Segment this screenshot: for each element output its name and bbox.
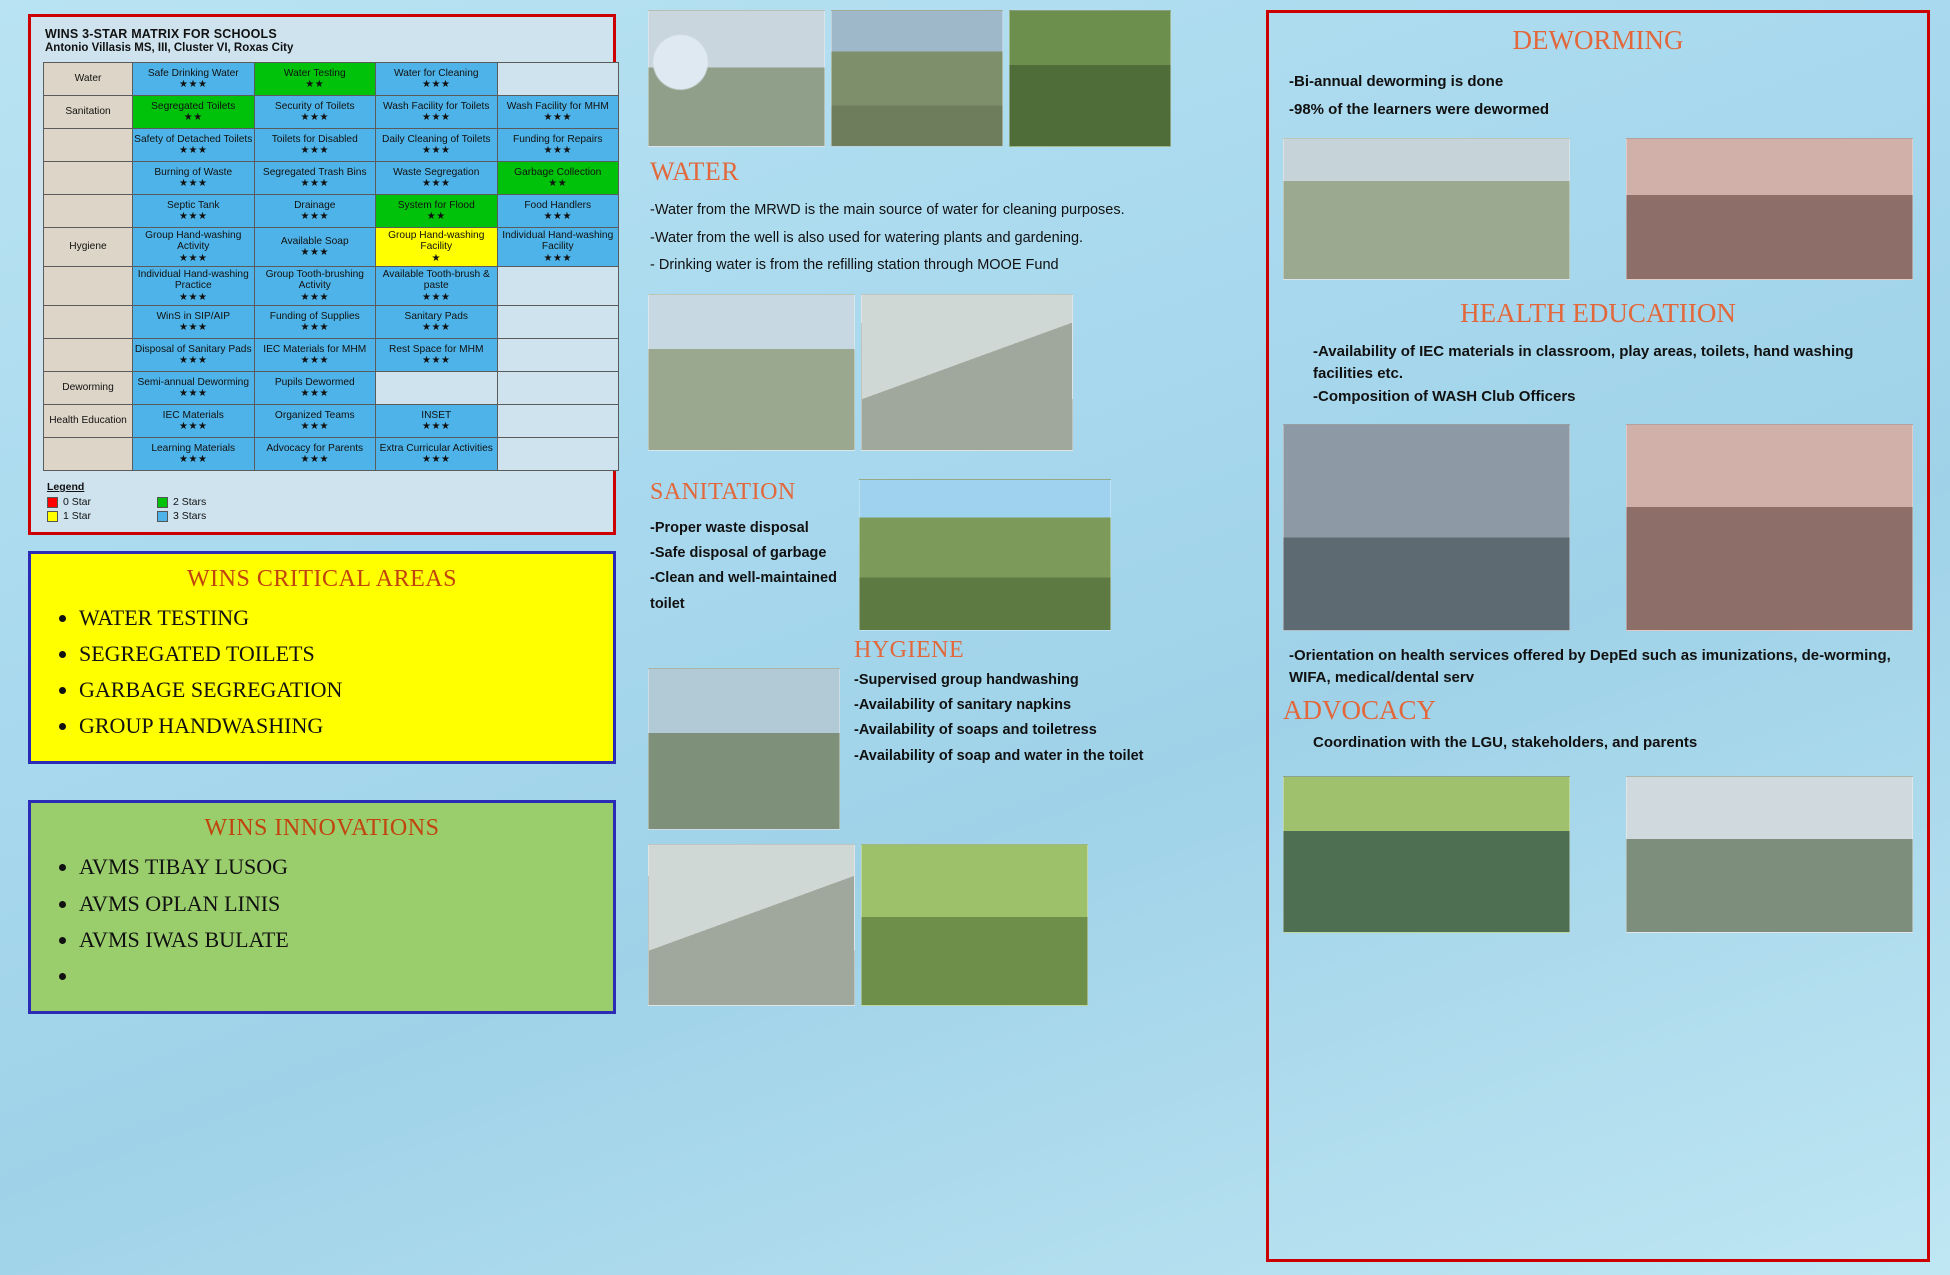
matrix-cell-stars: ★★★ xyxy=(422,79,451,91)
matrix-cell-stars: ★★★ xyxy=(422,291,451,303)
matrix-cell-label: Garbage Collection xyxy=(514,166,602,178)
middle-column xyxy=(640,0,1260,1275)
matrix-row-head: Hygiene xyxy=(44,228,133,267)
matrix-cell xyxy=(376,372,498,405)
matrix-cell-label: Disposal of Sanitary Pads xyxy=(134,343,252,355)
list-item: • AVMS IWAS BULATE xyxy=(79,923,603,957)
innovations-title: WINS INNOVATIONS xyxy=(204,815,440,842)
list-item: • AVMS TIBAY LUSOG xyxy=(79,850,603,884)
matrix-cell-stars: ★★★ xyxy=(179,291,208,303)
matrix-cell-stars: ★★★ xyxy=(422,454,451,466)
water-tank-school-photo xyxy=(1009,10,1171,147)
matrix-cell xyxy=(497,129,619,162)
matrix-cell xyxy=(376,339,498,372)
matrix-cell xyxy=(254,96,376,129)
matrix-cell-label: Organized Teams xyxy=(274,409,355,421)
matrix-cell-stars: ★★ xyxy=(548,178,568,190)
legend-swatch-icon xyxy=(157,497,168,508)
matrix-cell-label: Sanitary Pads xyxy=(404,310,468,322)
teacher-soap-distribution-photo xyxy=(648,844,855,1006)
matrix-cell xyxy=(133,339,255,372)
matrix-cell xyxy=(133,195,255,228)
health-education-heading: HEALTH EDUCATIION xyxy=(1460,297,1736,328)
matrix-cell-label: Semi-annual Deworming xyxy=(137,376,250,388)
matrix-cell xyxy=(376,405,498,438)
wins-matrix-panel xyxy=(28,14,616,535)
matrix-cell-stars: ★★★ xyxy=(543,252,572,264)
matrix-cell-stars: ★★★ xyxy=(179,252,208,264)
matrix-row xyxy=(44,96,619,129)
matrix-cell xyxy=(254,162,376,195)
matrix-cell xyxy=(254,372,376,405)
matrix-cell xyxy=(376,438,498,471)
matrix-cell xyxy=(254,228,376,267)
hygiene-line-2: -Availability of sanitary napkins xyxy=(854,697,1072,714)
legend-swatch-icon xyxy=(47,497,58,508)
matrix-cell-label: System for Flood xyxy=(397,199,475,211)
matrix-cell xyxy=(376,267,498,306)
matrix-cell-label: Security of Toilets xyxy=(274,100,355,112)
matrix-row-head xyxy=(44,267,133,306)
matrix-cell-label: Available Tooth-brush & paste xyxy=(382,269,490,292)
matrix-row xyxy=(44,228,619,267)
water-line-2: -Water from the well is also used for watering plants and gardening. xyxy=(650,229,1084,246)
innovations-panel xyxy=(28,800,616,1013)
matrix-row-head: Health Education xyxy=(44,405,133,438)
matrix-row-head xyxy=(44,162,133,195)
matrix-row xyxy=(44,63,619,96)
matrix-row xyxy=(44,405,619,438)
matrix-cell-label: Food Handlers xyxy=(524,199,592,211)
matrix-cell-stars: ★★★ xyxy=(300,454,329,466)
legend-swatch-icon xyxy=(47,511,58,522)
deworming-line-2: -98% of the learners were dewormed xyxy=(1289,100,1550,118)
matrix-row-head xyxy=(44,438,133,471)
matrix-cell-label: Individual Hand-washing Practice xyxy=(137,269,249,292)
matrix-cell-label: Advocacy for Parents xyxy=(266,442,364,454)
list-item: • SEGREGATED TOILETS xyxy=(79,637,603,671)
classroom-projector-photo xyxy=(1283,424,1570,631)
matrix-cell-stars: ★★★ xyxy=(179,355,208,367)
matrix-legend xyxy=(47,481,603,522)
matrix-cell-stars: ★★★ xyxy=(179,79,208,91)
matrix-cell-label: Daily Cleaning of Toilets xyxy=(381,133,491,145)
matrix-cell-stars: ★★★ xyxy=(300,421,329,433)
legend-item xyxy=(47,496,157,508)
matrix-cell xyxy=(254,438,376,471)
health-education-text-block xyxy=(1313,341,1913,409)
matrix-cell xyxy=(254,405,376,438)
hygiene-text-block xyxy=(854,668,1144,770)
matrix-cell xyxy=(376,228,498,267)
wins-matrix-table xyxy=(43,62,619,471)
matrix-cell xyxy=(497,339,619,372)
matrix-cell-stars: ★★★ xyxy=(422,178,451,190)
matrix-cell-label: Drainage xyxy=(294,199,336,211)
matrix-row xyxy=(44,438,619,471)
matrix-cell xyxy=(497,438,619,471)
matrix-cell-stars: ★★ xyxy=(305,79,325,91)
handwashing-basin-photo xyxy=(861,294,1073,451)
matrix-cell-stars: ★★★ xyxy=(300,211,329,223)
matrix-row xyxy=(44,195,619,228)
water-dispenser-girl-photo xyxy=(648,10,825,147)
water-line-3: - Drinking water is from the refilling station through MOOE Fund xyxy=(650,257,1059,274)
legend-label: 3 Stars xyxy=(173,510,207,523)
legend-swatch-icon xyxy=(157,511,168,522)
health-education-line-1: -Availability of IEC materials in classroom, play areas, toilets, hand washing facilities etc. xyxy=(1313,342,1854,382)
lgu-meeting-photo xyxy=(1626,776,1913,933)
matrix-cell-label: Pupils Dewormed xyxy=(274,376,355,388)
matrix-row xyxy=(44,306,619,339)
sanitation-line-3: -Clean and well-maintained toilet xyxy=(650,570,837,612)
matrix-row xyxy=(44,162,619,195)
seminar-participants-photo xyxy=(1626,424,1913,631)
matrix-cell-stars: ★★★ xyxy=(422,421,451,433)
matrix-cell-stars: ★★★ xyxy=(543,145,572,157)
matrix-cell-label: Wash Facility for Toilets xyxy=(383,100,490,112)
matrix-cell xyxy=(133,438,255,471)
matrix-cell-label: Available Soap xyxy=(280,235,349,247)
matrix-cell-stars: ★★★ xyxy=(179,322,208,334)
matrix-cell xyxy=(133,405,255,438)
innovations-list xyxy=(41,850,603,992)
matrix-cell xyxy=(133,129,255,162)
water-line-1: -Water from the MRWD is the main source of water for cleaning purposes. xyxy=(650,202,1125,218)
matrix-cell-stars: ★★★ xyxy=(422,322,451,334)
matrix-cell-label: Toilets for Disabled xyxy=(271,133,358,145)
right-panel xyxy=(1266,10,1930,1262)
matrix-cell-stars: ★★★ xyxy=(300,178,329,190)
nurse-giving-tablet-photo xyxy=(1626,138,1913,280)
matrix-cell xyxy=(376,63,498,96)
matrix-row xyxy=(44,267,619,306)
children-toothbrushing-photo xyxy=(861,844,1088,1006)
matrix-subtitle: Antonio Villasis MS, III, Cluster VI, Roxas City xyxy=(45,42,294,54)
school-garden-cleanup-photo xyxy=(859,479,1111,631)
matrix-cell-stars: ★★★ xyxy=(300,247,329,259)
matrix-cell-stars: ★★★ xyxy=(179,388,208,400)
matrix-cell-stars: ★★★ xyxy=(179,145,208,157)
matrix-cell-label: Group Tooth-brushing Activity xyxy=(265,269,364,292)
critical-areas-panel xyxy=(28,551,616,764)
matrix-cell xyxy=(254,195,376,228)
matrix-cell-label: Water Testing xyxy=(283,67,346,79)
matrix-cell xyxy=(133,267,255,306)
sanitation-line-1: -Proper waste disposal xyxy=(650,519,809,536)
legend-item xyxy=(157,510,277,522)
water-heading: WATER xyxy=(650,157,740,186)
matrix-cell-label: Waste Segregation xyxy=(393,166,480,178)
matrix-row-head: Sanitation xyxy=(44,96,133,129)
matrix-row-head xyxy=(44,306,133,339)
matrix-cell xyxy=(497,267,619,306)
matrix-cell-label: Funding for Repairs xyxy=(513,133,603,145)
matrix-cell-label: Water for Cleaning xyxy=(393,67,479,79)
matrix-cell-label: Rest Space for MHM xyxy=(388,343,484,355)
matrix-cell-stars: ★★★ xyxy=(179,211,208,223)
matrix-cell xyxy=(254,129,376,162)
legend-label: 0 Star xyxy=(63,496,92,509)
matrix-cell-label: Septic Tank xyxy=(167,199,220,211)
legend-label: 1 Star xyxy=(63,510,92,523)
matrix-row-head: Water xyxy=(44,63,133,96)
matrix-cell-stars: ★★ xyxy=(183,112,203,124)
matrix-cell xyxy=(497,372,619,405)
matrix-cell-stars: ★★★ xyxy=(422,112,451,124)
matrix-cell-label: Burning of Waste xyxy=(154,166,233,178)
hygiene-line-4: -Availability of soap and water in the toilet xyxy=(854,747,1144,764)
matrix-cell xyxy=(133,63,255,96)
deworming-heading: DEWORMING xyxy=(1512,25,1684,55)
matrix-cell-label: INSET xyxy=(421,409,452,421)
health-services-note: -Orientation on health services offered by DepEd such as imunizations, de-worming, WIFA, medical/dental serv xyxy=(1289,647,1891,686)
matrix-cell-stars: ★★★ xyxy=(300,291,329,303)
matrix-cell xyxy=(497,228,619,267)
matrix-row xyxy=(44,339,619,372)
grass-cutting-photo xyxy=(648,294,855,451)
matrix-cell xyxy=(133,228,255,267)
matrix-cell-stars: ★★★ xyxy=(300,355,329,367)
hygiene-line-3: -Availability of soaps and toiletress xyxy=(854,722,1097,739)
matrix-row-head: Deworming xyxy=(44,372,133,405)
sanitation-text-block xyxy=(650,516,853,618)
left-column xyxy=(0,0,640,1275)
matrix-cell-label: Group Hand-washing Facility xyxy=(388,230,485,253)
list-item: • AVMS OPLAN LINIS xyxy=(79,887,603,921)
right-column xyxy=(1260,0,1950,1275)
matrix-row-head xyxy=(44,339,133,372)
matrix-cell xyxy=(376,306,498,339)
matrix-row-head xyxy=(44,195,133,228)
matrix-title: WINS 3-STAR MATRIX FOR SCHOOLS xyxy=(45,27,277,41)
list-item: • GARBAGE SEGREGATION xyxy=(79,673,603,707)
legend-title: Legend xyxy=(47,481,85,494)
matrix-cell-label: Extra Curricular Activities xyxy=(379,442,493,454)
water-text-block xyxy=(650,197,1254,280)
matrix-cell xyxy=(254,306,376,339)
matrix-cell-stars: ★★★ xyxy=(422,355,451,367)
hygiene-heading: HYGIENE xyxy=(854,636,965,663)
community-assembly-photo xyxy=(1283,776,1570,933)
matrix-cell-label: IEC Materials xyxy=(162,409,224,421)
matrix-cell-label: Funding of Supplies xyxy=(269,310,360,322)
matrix-cell xyxy=(376,162,498,195)
list-item xyxy=(79,959,603,993)
deworming-line-1: -Bi-annual deworming is done xyxy=(1289,73,1504,90)
matrix-cell xyxy=(497,63,619,96)
matrix-cell-label: Wash Facility for MHM xyxy=(506,100,609,112)
matrix-cell-stars: ★★★ xyxy=(300,145,329,157)
legend-label: 2 Stars xyxy=(173,496,207,509)
matrix-cell xyxy=(376,195,498,228)
matrix-row xyxy=(44,372,619,405)
legend-item xyxy=(157,496,277,508)
matrix-cell-stars: ★★★ xyxy=(300,112,329,124)
matrix-cell xyxy=(497,162,619,195)
matrix-cell xyxy=(376,129,498,162)
matrix-cell-label: Safe Drinking Water xyxy=(147,67,239,79)
matrix-cell-label: Segregated Toilets xyxy=(151,100,236,112)
deworming-text-block xyxy=(1289,68,1913,124)
matrix-cell-label: Individual Hand-washing Facility xyxy=(502,230,614,253)
matrix-row xyxy=(44,129,619,162)
critical-areas-title: WINS CRITICAL AREAS xyxy=(187,566,457,593)
matrix-cell-label: IEC Materials for MHM xyxy=(263,343,367,355)
matrix-cell-stars: ★★★ xyxy=(543,112,572,124)
list-item: • WATER TESTING xyxy=(79,601,603,635)
matrix-cell xyxy=(133,96,255,129)
advocacy-line: Coordination with the LGU, stakeholders, and parents xyxy=(1313,733,1698,751)
matrix-cell xyxy=(254,339,376,372)
matrix-cell-stars: ★★★ xyxy=(179,178,208,190)
matrix-cell-label: WinS in SIP/AIP xyxy=(156,310,231,322)
matrix-cell xyxy=(497,306,619,339)
matrix-cell-stars: ★★★ xyxy=(300,322,329,334)
matrix-cell-stars: ★ xyxy=(431,252,441,264)
matrix-cell xyxy=(497,405,619,438)
matrix-cell-label: Safety of Detached Toilets xyxy=(134,133,253,145)
matrix-cell xyxy=(254,267,376,306)
matrix-cell-label: Group Hand-washing Activity xyxy=(145,230,242,253)
hygiene-line-1: -Supervised group handwashing xyxy=(854,671,1079,688)
handwashing-closeup-photo xyxy=(648,668,840,830)
list-item: • GROUP HANDWASHING xyxy=(79,709,603,743)
matrix-cell xyxy=(133,306,255,339)
sanitation-heading: SANITATION xyxy=(650,478,796,505)
matrix-cell xyxy=(376,96,498,129)
matrix-cell-stars: ★★ xyxy=(426,211,446,223)
advocacy-heading: ADVOCACY xyxy=(1283,694,1437,725)
matrix-cell xyxy=(133,372,255,405)
matrix-cell-stars: ★★★ xyxy=(300,388,329,400)
matrix-cell-label: Learning Materials xyxy=(151,442,236,454)
matrix-cell-label: Segregated Trash Bins xyxy=(262,166,367,178)
sanitation-line-2: -Safe disposal of garbage xyxy=(650,545,827,562)
matrix-cell-stars: ★★★ xyxy=(179,421,208,433)
matrix-row-head xyxy=(44,129,133,162)
pupils-taking-tablets-photo xyxy=(1283,138,1570,280)
critical-areas-list xyxy=(41,601,603,743)
matrix-cell xyxy=(133,162,255,195)
matrix-cell xyxy=(254,63,376,96)
matrix-cell xyxy=(497,195,619,228)
health-education-line-2: -Composition of WASH Club Officers xyxy=(1313,387,1576,405)
legend-item xyxy=(47,510,157,522)
matrix-cell-stars: ★★★ xyxy=(543,211,572,223)
matrix-cell-stars: ★★★ xyxy=(179,454,208,466)
water-pipe-faucet-photo xyxy=(831,10,1003,147)
matrix-cell-stars: ★★★ xyxy=(422,145,451,157)
matrix-cell xyxy=(497,96,619,129)
